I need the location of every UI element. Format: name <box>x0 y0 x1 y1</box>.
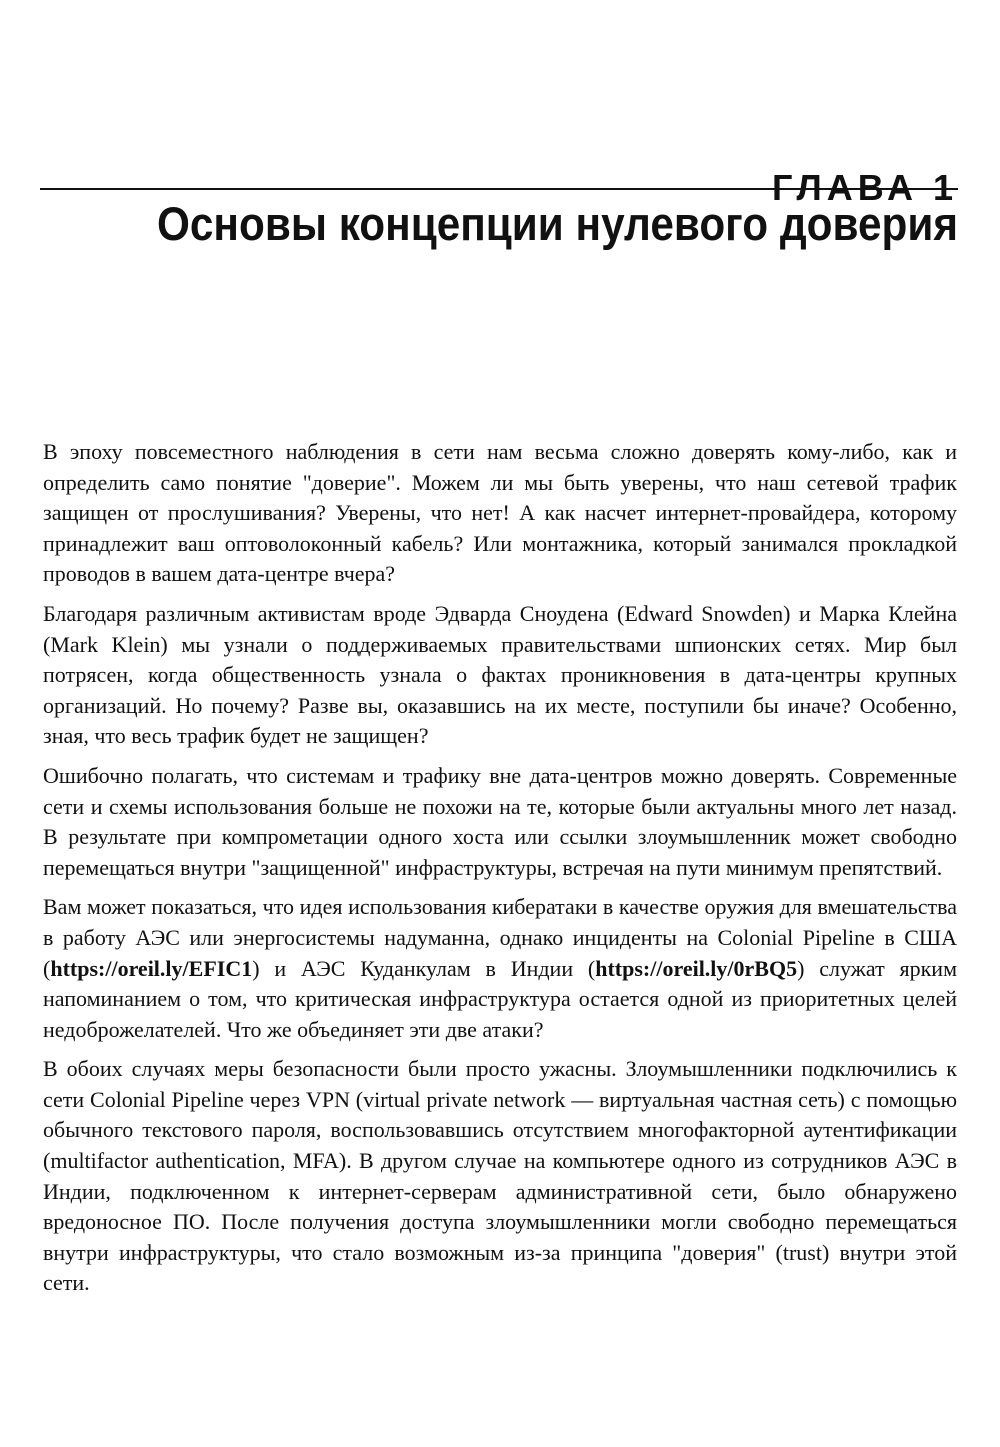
paragraph-4-text-start: Вам может показаться, что идея использования кибератаки в качестве оружия для вмешательства в работу АЭС или энергосистемы надуманна, однако инциденты на Colonial Pipeline в США ( <box>43 894 957 981</box>
colonial-pipeline-link[interactable]: https://oreil.ly/EFIC1 <box>50 955 253 981</box>
paragraph-4 <box>43 892 957 1045</box>
paragraph-4-text-end: ) служат ярким напоминанием о том, что критическая инфраструктура остается одной из приоритетных целей недоброжелателей. Что же объединяет эти две атаки? <box>43 955 957 1042</box>
paragraph-3: Ошибочно полагать, что системам и трафику вне дата-центров можно доверять. Современные сети и схемы использования больше не похожи на те, которые были актуальны много лет назад. В результате при компрометации одного хоста или ссылки злоумышленник может свободно перемещаться внутри "защищенной" инфраструктуры, встречая на пути минимум препятствий. <box>43 762 957 880</box>
chapter-title: Основы концепции нулевого доверия <box>156 197 958 250</box>
chapter-body <box>43 437 957 1308</box>
paragraph-5: В обоих случаях меры безопасности были просто ужасны. Злоумышленники подключились к сети Colonial Pipeline через VPN (virtual private network — виртуальная частная сеть) с помощью обычного текстового пароля, воспользовавшись отсутствием многофакторной аутентификации (multifactor authentication, MFA). В другом случае на компьютере одного из сотрудников АЭС в Индии, подключенном к интернет-серверам административной сети, было обнаружено вредоносное ПО. После получения доступа злоумышленники могли свободно перемещаться внутри инфраструктуры, что стало возможным из-за принципа "доверия" (trust) внутри этой сети. <box>43 1056 957 1296</box>
paragraph-2: Благодаря различным активистам вроде Эдварда Сноудена (Edward Snowden) и Марка Клейна (Mark Klein) мы узнали о поддерживаемых правительствами шпионских сетях. Мир был потрясен, когда общественность узнала о фактах проникновения в дата-центры крупных организаций. Но почему? Разве вы, оказавшись на их месте, поступили бы иначе? Особенно, зная, что весь трафик будет не защищен? <box>43 600 957 749</box>
chapter-divider <box>40 188 958 190</box>
paragraph-4-text-middle: ) и АЭС Куданкулам в Индии ( <box>252 955 596 981</box>
paragraph-1: В эпоху повсеместного наблюдения в сети нам весьма сложно доверять кому-либо, как и определить само понятие "доверие". Можем ли мы быть уверены, что наш сетевой трафик защищен от прослушивания? Уверены, что нет! А как насчет интернет-провайдера, которому принадлежит ваш оптоволоконный кабель? Или монтажника, который занимался прокладкой проводов в вашем дата-центре вчера? <box>43 439 957 587</box>
chapter-label: ГЛАВА 1 <box>772 167 958 208</box>
kudankulam-link[interactable]: https://oreil.ly/0rBQ5 <box>595 955 798 981</box>
